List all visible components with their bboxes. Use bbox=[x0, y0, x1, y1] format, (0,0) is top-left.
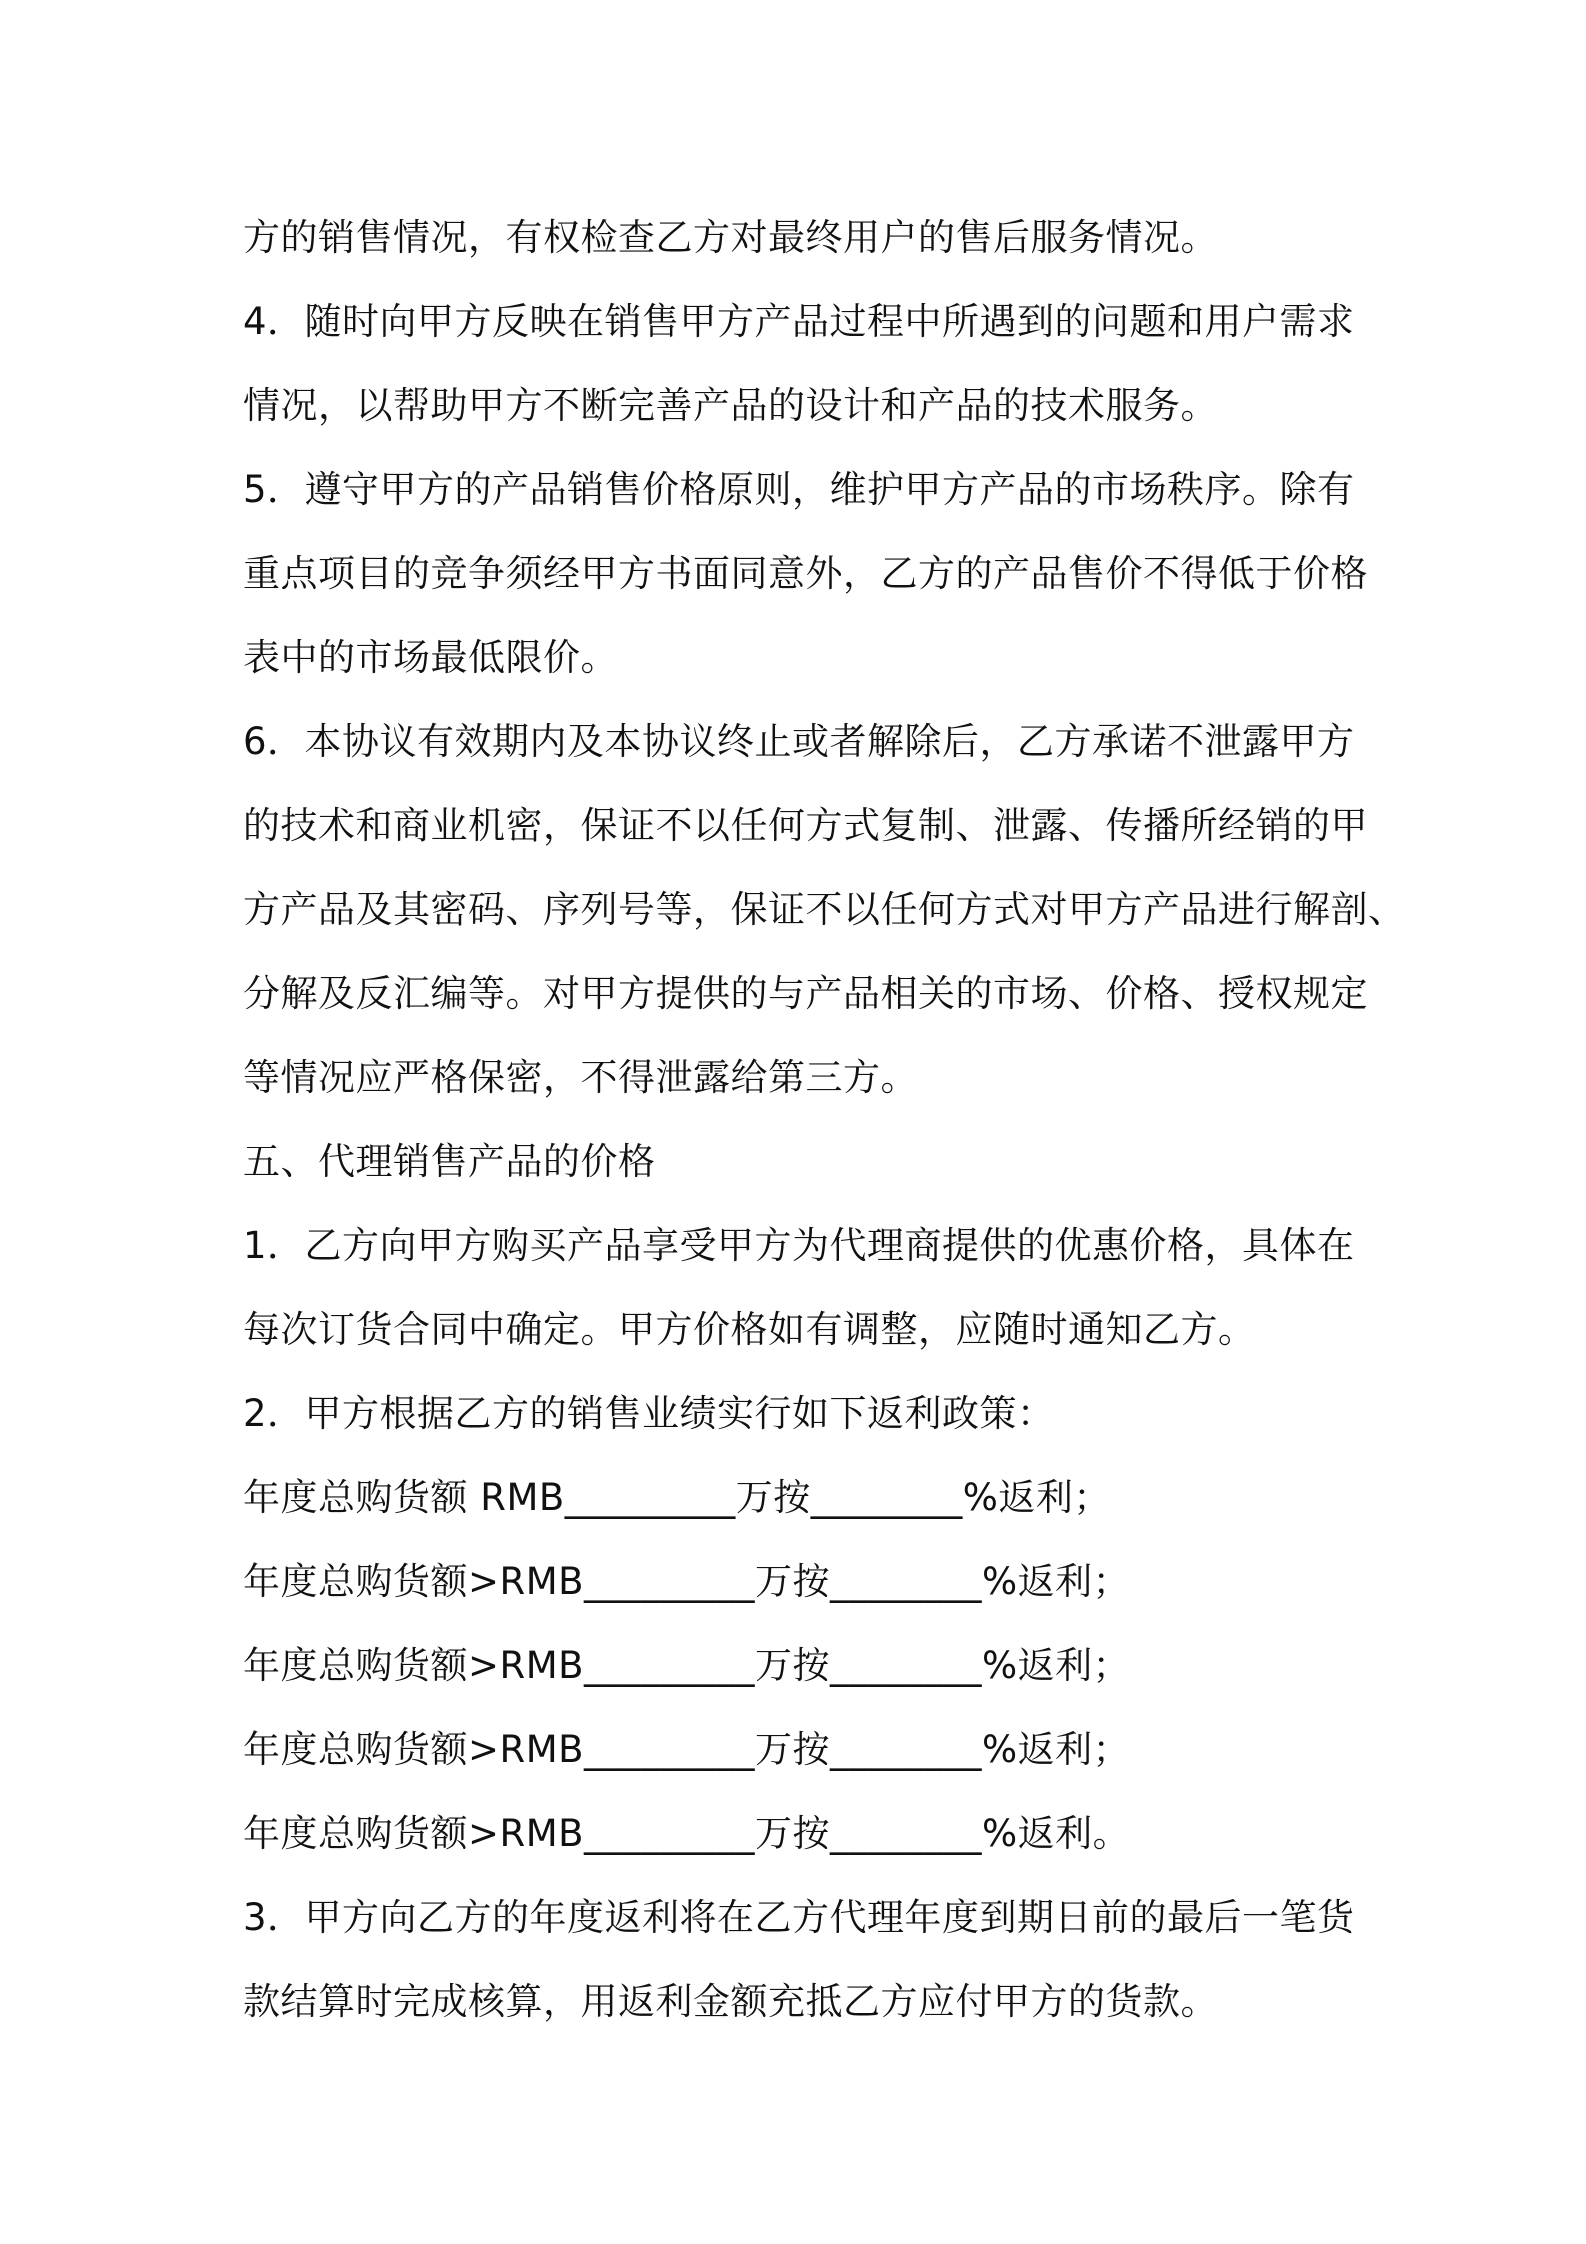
text-line: 3．甲方向乙方的年度返利将在乙方代理年度到期日前的最后一笔货 bbox=[243, 1896, 1355, 1939]
text-line: 6．本协议有效期内及本协议终止或者解除后，乙方承诺不泄露甲方 bbox=[243, 720, 1355, 763]
text-line: 重点项目的竞争须经甲方书面同意外，乙方的产品售价不得低于价格 bbox=[243, 552, 1368, 595]
rebate-tier-line: 年度总购货额>RMB_________万按________%返利。 bbox=[243, 1812, 1131, 1855]
text-line: 1．乙方向甲方购买产品享受甲方为代理商提供的优惠价格，具体在 bbox=[243, 1224, 1355, 1267]
text-line: 分解及反汇编等。对甲方提供的与产品相关的市场、价格、授权规定 bbox=[243, 972, 1368, 1015]
text-line: 款结算时完成核算，用返利金额充抵乙方应付甲方的货款。 bbox=[243, 1980, 1218, 2023]
rebate-tier-line: 年度总购货额>RMB_________万按________%返利； bbox=[243, 1728, 1131, 1771]
text-line: 表中的市场最低限价。 bbox=[243, 636, 618, 679]
rebate-tier-line: 年度总购货额>RMB_________万按________%返利； bbox=[243, 1644, 1131, 1687]
text-line: 4．随时向甲方反映在销售甲方产品过程中所遇到的问题和用户需求 bbox=[243, 300, 1355, 343]
document-body bbox=[243, 196, 1406, 2044]
rebate-tier-line: 年度总购货额 RMB_________万按________%返利； bbox=[243, 1476, 1111, 1519]
text-line: 5．遵守甲方的产品销售价格原则，维护甲方产品的市场秩序。除有 bbox=[243, 468, 1355, 511]
text-line: 每次订货合同中确定。甲方价格如有调整，应随时通知乙方。 bbox=[243, 1308, 1256, 1351]
text-line: 方的销售情况，有权检查乙方对最终用户的售后服务情况。 bbox=[243, 216, 1218, 259]
text-line: 2．甲方根据乙方的销售业绩实行如下返利政策： bbox=[243, 1392, 1055, 1435]
rebate-tier-line: 年度总购货额>RMB_________万按________%返利； bbox=[243, 1560, 1131, 1603]
text-line: 情况，以帮助甲方不断完善产品的设计和产品的技术服务。 bbox=[243, 384, 1218, 427]
text-line: 方产品及其密码、序列号等，保证不以任何方式对甲方产品进行解剖、 bbox=[243, 888, 1406, 931]
text-line: 等情况应严格保密，不得泄露给第三方。 bbox=[243, 1056, 918, 1099]
text-line: 的技术和商业机密，保证不以任何方式复制、泄露、传播所经销的甲 bbox=[243, 804, 1368, 847]
section-heading: 五、代理销售产品的价格 bbox=[243, 1140, 656, 1183]
